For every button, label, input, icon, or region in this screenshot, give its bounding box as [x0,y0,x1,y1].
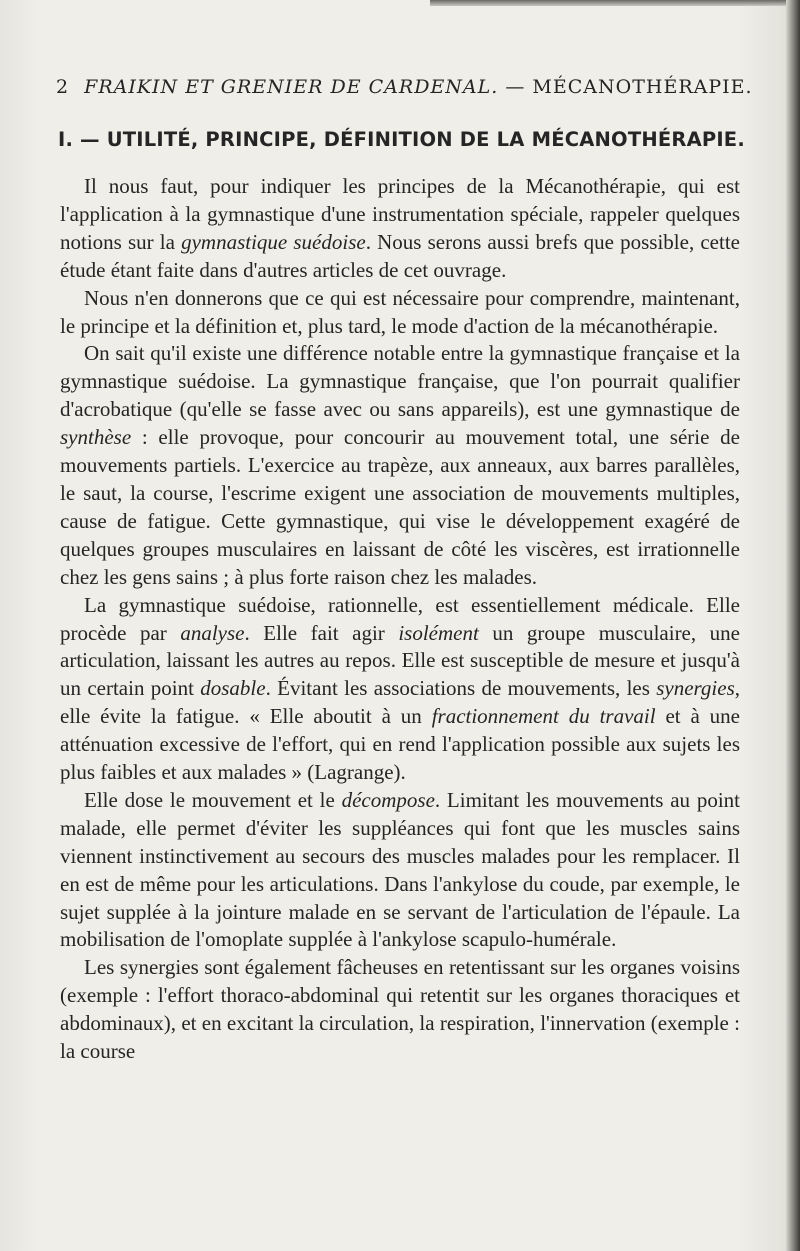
paragraph-3-emphasis: synthèse [60,425,132,450]
paragraph-1-emphasis: gymnastique suédoise [181,229,366,254]
paragraph-4-emphasis-isolement: isolément [398,620,479,645]
running-header [56,76,756,98]
paragraph-4-emphasis-synergies: synergies [656,676,735,701]
paragraph-4-text: un groupe musculaire, une articulation, laissant les autres au repos. Elle est susceptible de mesure et jusqu'à un certain point [60,620,740,701]
paragraph-5-emphasis: décompose [341,787,435,812]
header-separator: — [505,76,526,98]
paragraph-5-text: Elle dose le mouvement et le [84,787,342,812]
paragraph-1 [60,173,740,285]
paragraph-1-text: Il nous faut, pour indiquer les principes de la Mécanothérapie, qui est l'application à la gymnastique d'une instrumentation spéciale, rappeler quelques notions sur la [60,174,740,254]
paragraph-4 [60,592,740,787]
paragraph-3 [60,340,740,591]
page-binding-shadow [786,0,800,1251]
paragraph-6-text: Les synergies sont également fâcheuses en retentissant sur les organes voisins (exemple : l'effort thoraco-abdominal qui retentit sur les organes thoraciques et abdominaux), et en excitant la circulation, la respiration, l'innervation (exemple : la course [60,955,740,1064]
paragraph-2 [60,285,740,341]
paragraph-2-text: Nous n'en donnerons que ce qui est nécessaire pour comprendre, maintenant, le principe et la définition et, plus tard, le mode d'action de la mécanothérapie. [60,285,740,338]
header-subject: MÉCANOTHÉRAPIE. [532,76,753,98]
paragraph-5 [60,787,740,954]
paragraph-4-text: . Elle fait agir [244,620,399,645]
paragraph-4-text: . Évitant les associations de mouvements, les [265,676,657,701]
paragraph-1-text-end: . Nous serons aussi brefs que possible, cette étude étant faite dans d'autres articles de cet ouvrage. [60,229,740,282]
body-text [60,173,740,1066]
paragraph-4-emphasis-dosable: dosable [200,676,266,701]
section-title: I. — UTILITÉ, PRINCIPE, DÉFINITION DE LA MÉCANOTHÉRAPIE. [58,128,745,151]
page-top-shadow [430,0,800,6]
header-authors: FRAIKIN ET GRENIER DE CARDENAL. [84,76,499,98]
paragraph-4-emphasis-analyse: analyse [180,620,245,645]
paragraph-4-text-end: et à une atténuation excessive de l'effort, qui en rend l'application possible aux sujets les plus faibles et aux malades » (Lagrange). [60,704,741,785]
paragraph-6 [60,954,740,1066]
paragraph-4-text: La gymnastique suédoise, rationnelle, est essentiellement médicale. Elle procède par [60,592,740,645]
paragraph-4-text: , elle évite la fatigue. « Elle aboutit à un [60,676,741,729]
paragraph-5-text-end: . Limitant les mouvements au point malade, elle permet d'éviter les suppléances qui font que les muscles sains viennent instinctivement au secours des muscles malades pour les remplacer. Il en est de même pour les articulations. Dans l'ankylose du coude, par exemple, le sujet supplée à la jointure malade en se servant de l'articulation de l'épaule. La mobilisation de l'omoplate supplée à l'ankylose scapulo-humérale. [60,787,740,952]
paragraph-3-text: On sait qu'il existe une différence notable entre la gymnastique française et la gymnastique suédoise. La gymnastique française, que l'on pourrait qualifier d'acrobatique (qu'elle se fasse avec ou sans appareils), est une gymnastique de [60,341,740,422]
page-number: 2 [56,76,70,98]
paragraph-3-text-end: : elle provoque, pour concourir au mouvement total, une série de mouvements partiels. L'exercice au trapèze, aux anneaux, aux barres parallèles, le saut, la course, l'escrime exigent une association de mouvements multiples, cause de fatigue. Cette gymnastique, qui vise le développement exagéré de quelques groupes musculaires en laissant de côté les viscères, est irrationnelle chez les gens sains ; à plus forte raison chez les malades. [60,425,740,589]
paragraph-4-emphasis-fractionnement: fractionnement du travail [431,704,656,729]
